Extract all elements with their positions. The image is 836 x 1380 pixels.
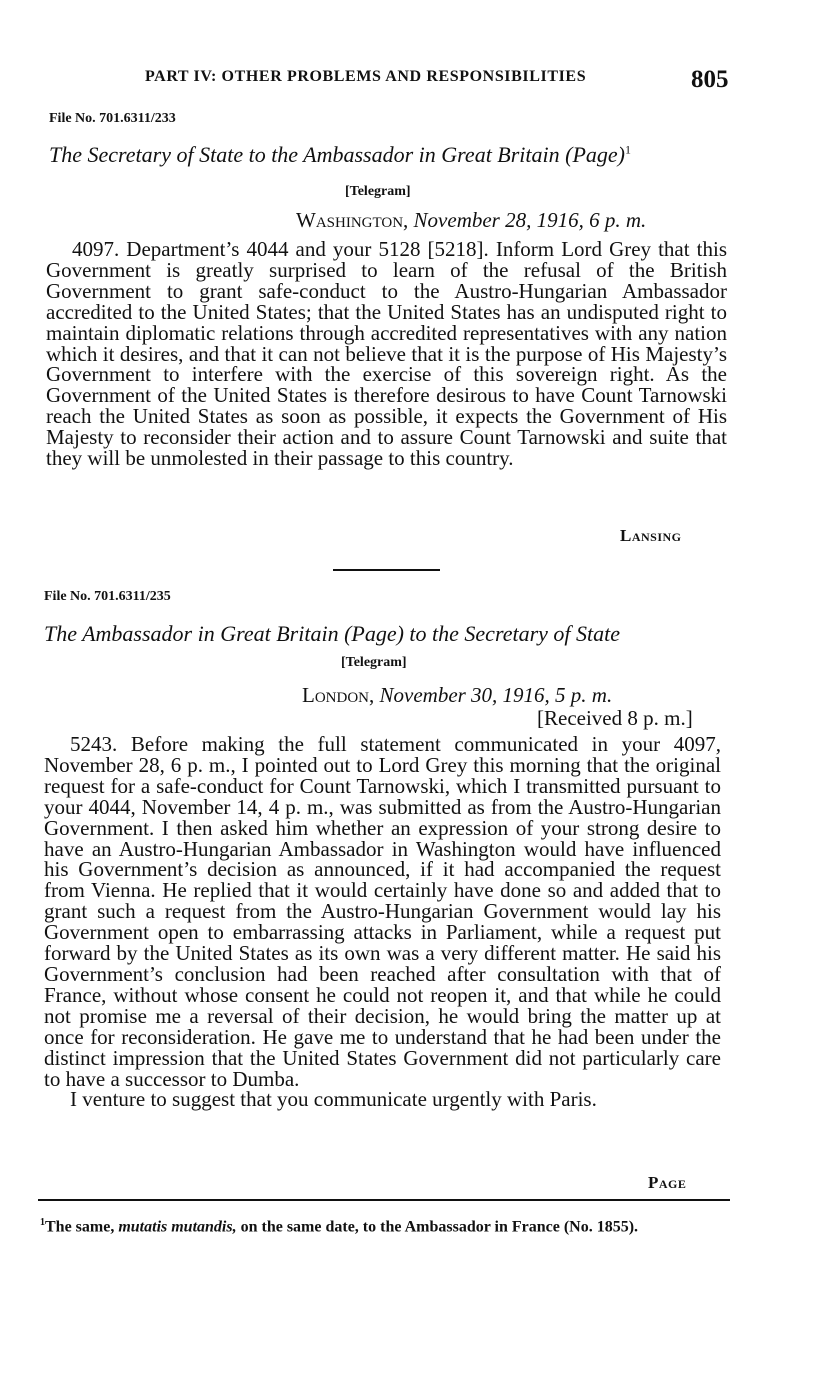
dateline-1-place: Washington, (296, 208, 409, 232)
footnote-marker: 1 (40, 1217, 45, 1228)
footnote-rule (38, 1199, 730, 1201)
dateline-1 (296, 208, 646, 233)
document-title-1-text: The Secretary of State to the Ambassador in Great Britain (Page) (49, 142, 625, 167)
paragraph: I venture to suggest that you communicate urgently with Paris. (70, 1087, 597, 1112)
telegram-body-1 (46, 239, 727, 469)
received-note: [Received 8 p. m.] (537, 706, 693, 730)
footnote-text-before: The same, (45, 1218, 119, 1236)
document-title-1 (49, 142, 631, 168)
dateline-2 (302, 683, 612, 708)
paragraph: 5243. Before making the full statement communicated in your 4097, November 28, 6 p. m., I pointed out to Lord Grey this morning that the original request for a safe-conduct for Count Tarnowski, which I transmitted pursuant to your 4044, November 14, 4 p. m., was submitted as from the Austro-Hungarian Government. I then asked him whether an expression of your strong desire to have an Austro-Hungarian Ambassador in Washington would have influenced his Government’s decision as announced, if it had accompanied the request from Vienna. He replied that it would certainly have done so and added that to grant such a request from the Austro-Hungarian Government would lay his Government open to embarrassing attacks in Parliament, while a request put forward by the United States as its own was a very different matter. He said his Government’s conclusion had been reached after consultation with that of France, without whose consent he could not reopen it, and that while he could not promise me a reversal of their decision, he would bring the matter up at once for reconsideration. He gave me to understand that he had been under the distinct impression that the United States Government did not particularly care to have a successor to Dumba. (44, 732, 721, 1091)
page-number: 805 (691, 66, 729, 93)
footnote-italic: mutatis mutandis, (118, 1218, 237, 1236)
telegram-body-2 (44, 734, 721, 1110)
dateline-2-date: November 30, 1916, 5 p. m. (379, 683, 613, 707)
document-title-2: The Ambassador in Great Britain (Page) to the Secretary of State (44, 621, 620, 646)
file-number-2: File No. 701.6311/235 (44, 589, 171, 604)
footnote-text-after: on the same date, to the Ambassador in France (No. 1855). (236, 1218, 639, 1236)
telegram-label-1: [Telegram] (345, 184, 411, 199)
dateline-2-place: London, (302, 683, 375, 707)
section-divider (333, 569, 440, 571)
signature-page: Page (648, 1173, 687, 1192)
footnote (40, 1213, 728, 1237)
dateline-1-date: November 28, 1916, 6 p. m. (413, 208, 647, 232)
running-head: PART IV: OTHER PROBLEMS AND RESPONSIBILITIES (145, 68, 587, 85)
file-number-1: File No. 701.6311/233 (49, 111, 176, 126)
paragraph: 4097. Department’s 4044 and your 5128 [5218]. Inform Lord Grey that this Government is greatly surprised to learn of the refusal of the British Government to grant safe-conduct to the Austro-Hungarian Ambassador accredited to the United States; that the United States has an undisputed right to maintain diplomatic relations through accredited representatives with any nation which it desires, and that it can not believe that it is the purpose of His Majesty’s Government to interfere with the exercise of this sovereign right. As the Government of the United States is therefore desirous to have Count Tarnowski reach the United States as soon as possible, it expects the Government of His Majesty to reconsider their action and to assure Count Tarnowski and suite that they will be unmolested in their passage to this country. (46, 237, 727, 471)
signature-lansing: Lansing (620, 526, 682, 545)
telegram-label-2: [Telegram] (341, 655, 407, 670)
footnote-ref: 1 (625, 142, 631, 157)
